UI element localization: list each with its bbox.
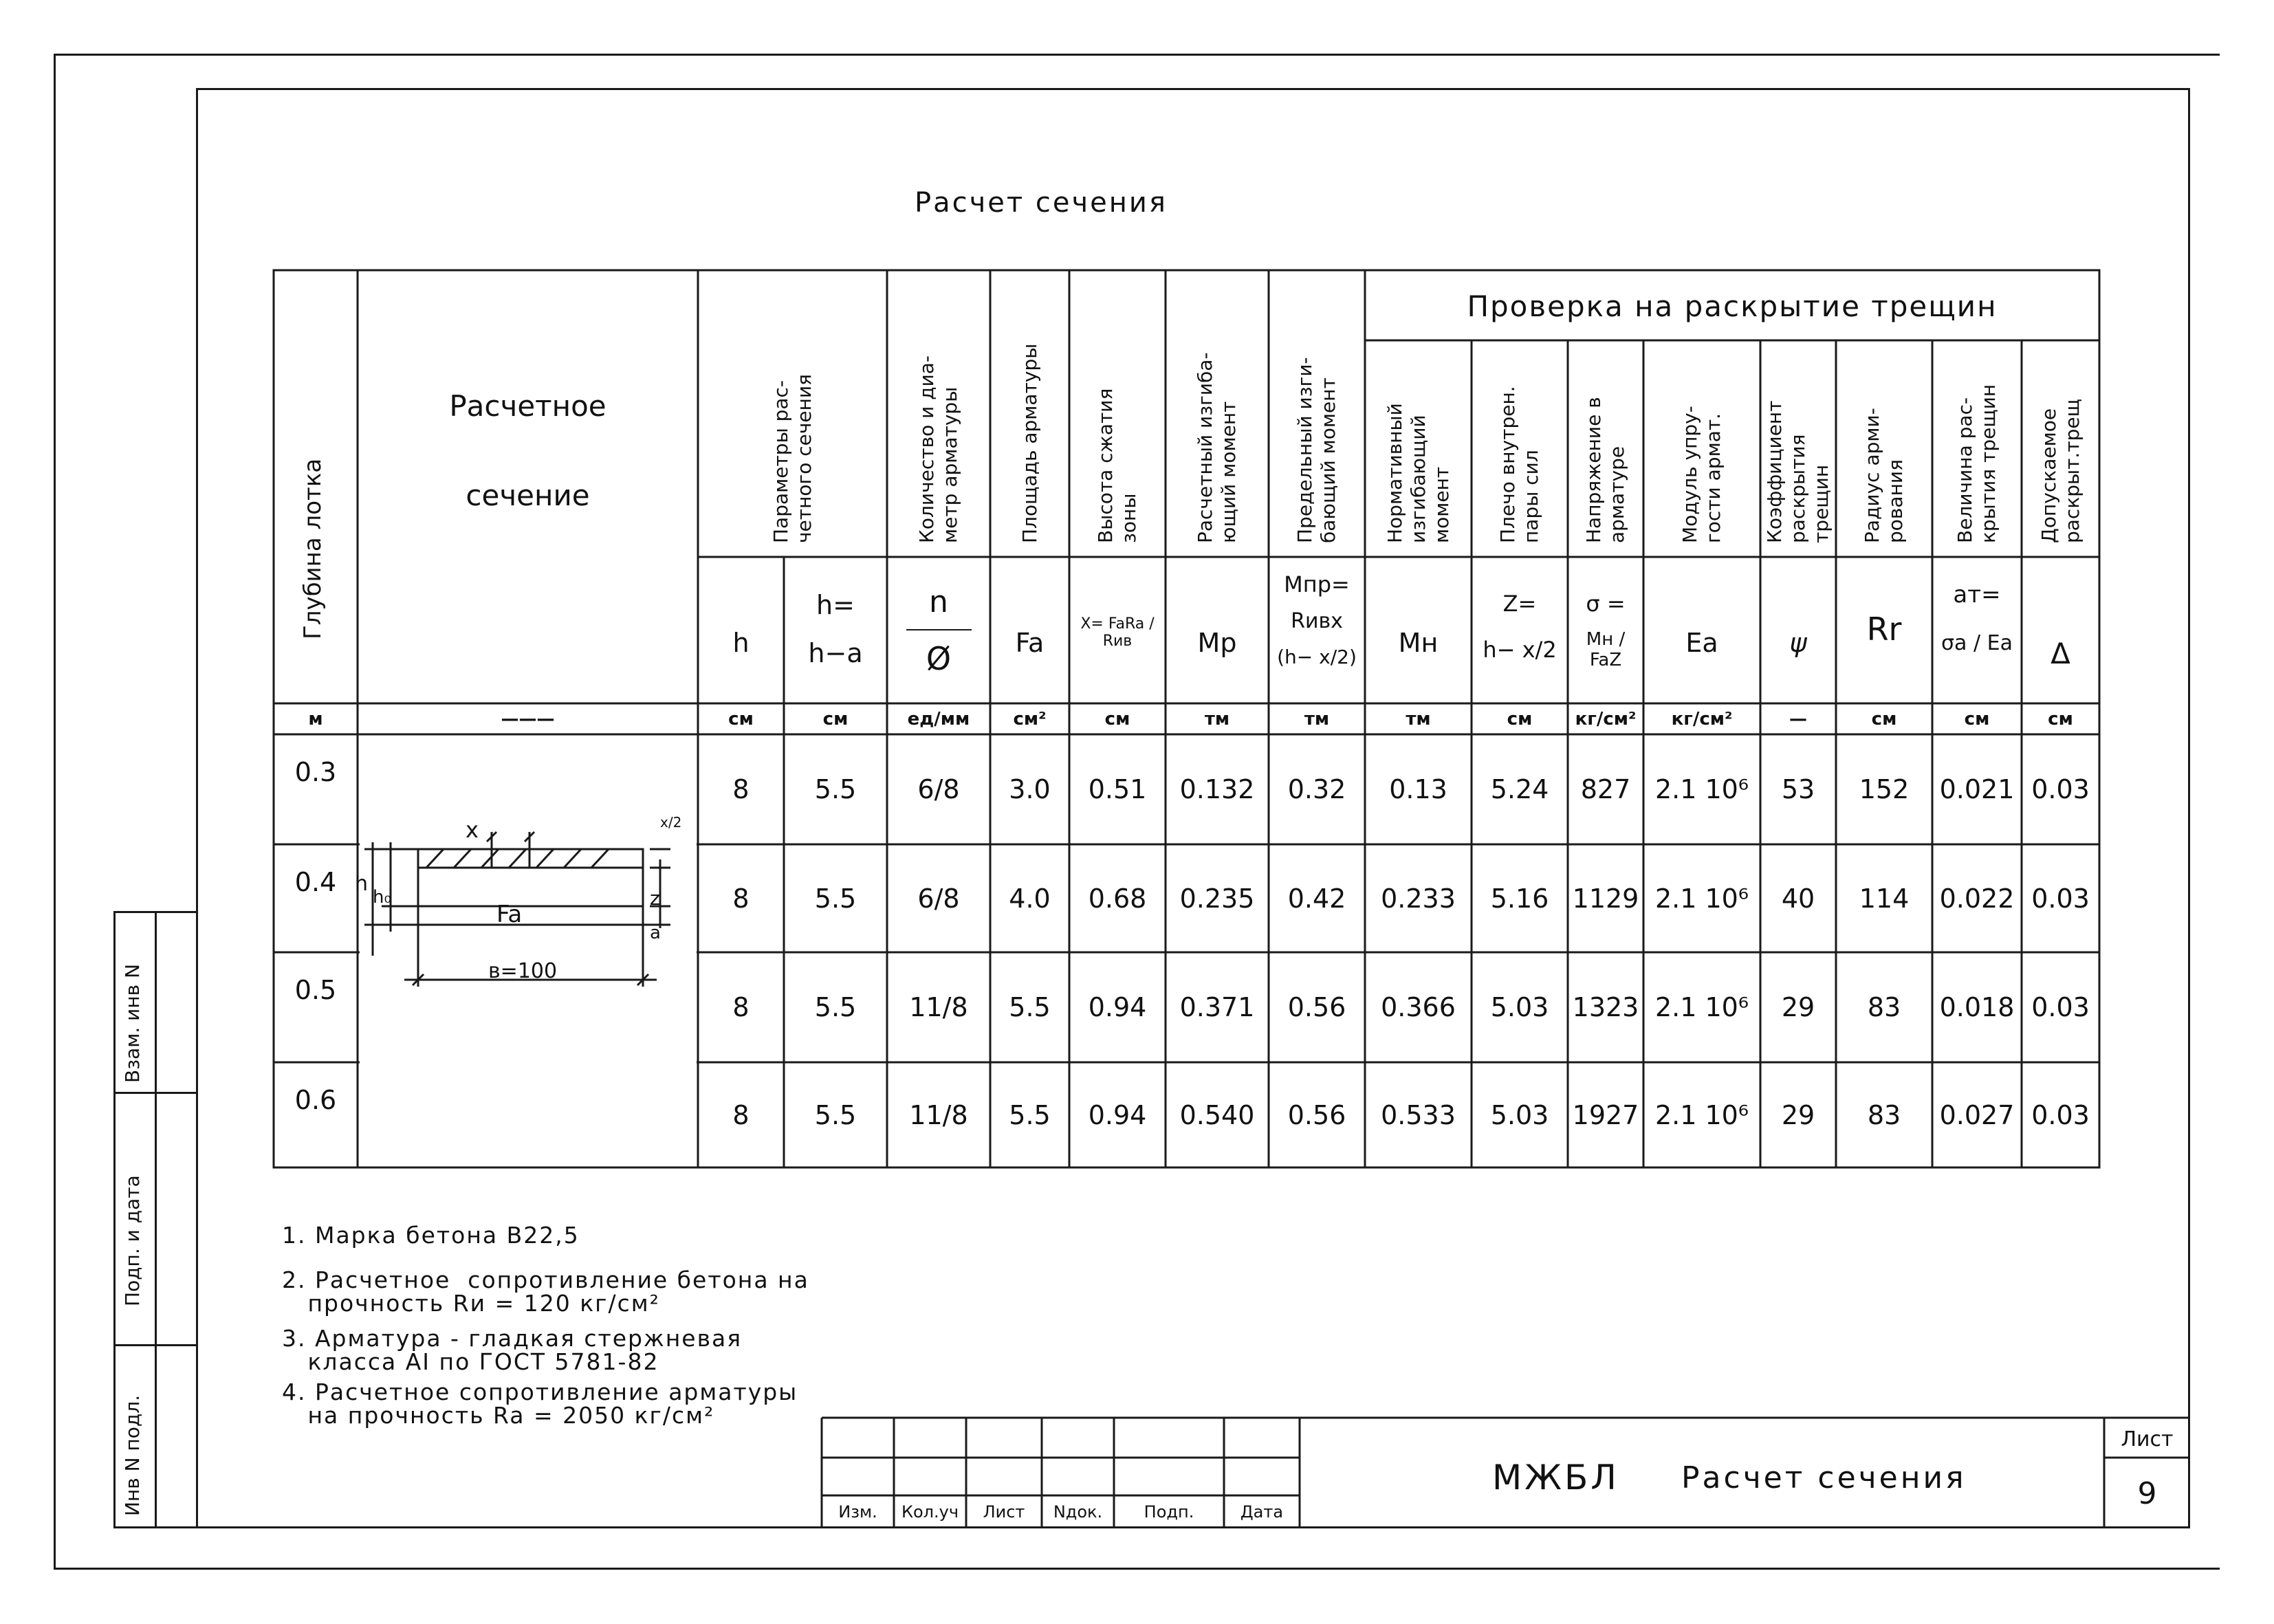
table-cell: 29 [1781, 1099, 1815, 1130]
header-col-7-line-1: пары сил [1520, 450, 1542, 543]
diagram-x: x [466, 817, 479, 843]
sym-mp: Mp [1197, 628, 1237, 658]
header-col-5-line-1: бающий момент [1317, 377, 1340, 543]
table-cell: 0.94 [1088, 992, 1147, 1022]
table-cell: 0.540 [1179, 1099, 1255, 1130]
table-cell: 114 [1859, 883, 1910, 914]
header-col-13-line-1: раскрыт.трещ [2060, 398, 2084, 543]
table-cell: 827 [1580, 774, 1631, 804]
table-cell: 0.56 [1287, 992, 1346, 1022]
table-cell: 83 [1867, 992, 1901, 1022]
table-cell: 11/8 [909, 992, 968, 1022]
header-col-3-line-0: Высота сжатия [1094, 388, 1117, 543]
table-cell: 5.24 [1490, 774, 1549, 804]
unit-cell: тм [1304, 709, 1330, 729]
table-cell: 0.03 [2031, 1099, 2090, 1130]
table-cell: 0.235 [1179, 883, 1255, 914]
table-cell: 8 [732, 1099, 750, 1130]
table-cell: 2.1 10⁶ [1654, 1099, 1749, 1130]
table-cell: 5.5 [1009, 1099, 1051, 1130]
header-col-11-line-0: Радиус арми- [1861, 408, 1883, 543]
sym-fa: Fa [1015, 628, 1045, 658]
sym-h0-top: h= [816, 590, 855, 620]
table-cell: 2.1 10⁶ [1654, 883, 1749, 914]
note-1: 1. Марка бетона В22,5 [282, 1222, 580, 1249]
sym-delta: Δ [2051, 636, 2070, 670]
header-col-11-line-1: рования [1884, 459, 1907, 543]
header-col-1-line-1: метр арматуры [939, 386, 961, 543]
sym-h0-bottom: h−a [808, 638, 863, 668]
table-cell: 5.03 [1490, 1099, 1549, 1130]
stamp-sheet-number: 9 [2137, 1476, 2157, 1511]
sym-mpr-2: Rивх [1291, 608, 1343, 633]
table-cell: 53 [1781, 774, 1815, 804]
header-col-4-line-1: ющий момент [1217, 401, 1240, 543]
table-cell: 5.5 [814, 1099, 857, 1130]
table-cell: 1323 [1572, 992, 1639, 1022]
stamp-col-label: Подп. [1144, 1502, 1194, 1522]
page-title: Расчет сечения [915, 187, 1168, 219]
table-cell: 0.021 [1939, 774, 2015, 804]
unit-cell: см [822, 709, 849, 729]
table-cell: 5.5 [1009, 992, 1051, 1022]
unit-cell: — [1789, 709, 1807, 729]
sym-mn: Mн [1398, 628, 1439, 658]
table-cell: 40 [1781, 883, 1815, 914]
diagram-h0: h₀ [373, 887, 391, 908]
note-2: 2. Расчетное сопротивление бетона на прочность Rи = 120 кг/см² [282, 1266, 809, 1317]
diagram-x2: x/2 [660, 814, 682, 831]
group-header: Проверка на раскрытие трещин [1467, 289, 1998, 323]
header-section-1: Расчетное [449, 388, 606, 423]
table-cell: 0.371 [1179, 992, 1255, 1022]
depth-cell: 0.4 [294, 867, 337, 897]
table-cell: 8 [732, 774, 750, 804]
unit-cell: см² [1013, 709, 1047, 729]
side-label-inventory: Инв N подл. [121, 1394, 144, 1516]
unit-cell: см [1964, 709, 1990, 729]
table-cell: 8 [732, 883, 750, 914]
table-cell: 5.16 [1490, 883, 1549, 914]
table-cell: 0.03 [2031, 774, 2090, 804]
diagram-a: a [650, 923, 661, 943]
table-cell: 5.5 [814, 992, 857, 1022]
sym-h: h [732, 628, 750, 658]
table-cell: 0.03 [2031, 992, 2090, 1022]
header-col-8-line-1: арматуре [1606, 446, 1628, 543]
unit-cell: см [1507, 709, 1533, 729]
table-cell: 1927 [1572, 1099, 1639, 1130]
table-cell: 2.1 10⁶ [1654, 992, 1749, 1022]
header-col-4-line-0: Расчетный изгиба- [1194, 352, 1216, 543]
table-cell: 0.366 [1381, 992, 1456, 1022]
unit-cell: м [308, 709, 323, 729]
table-cell: 0.56 [1287, 1099, 1346, 1130]
unit-cell: кг/см² [1575, 709, 1637, 729]
table-cell: 0.132 [1179, 774, 1255, 804]
stamp-code: МЖБЛ [1492, 1458, 1619, 1497]
table-cell: 0.533 [1381, 1099, 1456, 1130]
sym-mpr-3: (h− x/2) [1277, 645, 1357, 668]
table-cell: 1129 [1572, 883, 1639, 914]
header-col-7-line-0: Плечо внутрен. [1496, 386, 1519, 543]
side-label-sign-date: Подп. и дата [121, 1175, 144, 1306]
table-cell: 6/8 [917, 883, 960, 914]
depth-cell: 0.3 [294, 757, 337, 787]
header-col-5-line-0: Предельный изги- [1293, 357, 1316, 543]
header-col-10-line-0: Коэффициент [1763, 400, 1786, 543]
unit-cell: тм [1204, 709, 1230, 729]
header-col-6-line-1: изгибающий [1406, 415, 1430, 543]
header-col-8-line-0: Напряжение в [1582, 397, 1605, 543]
diagram-fa: Fa [496, 901, 523, 928]
unit-cell: см [728, 709, 754, 729]
header-col-9-line-0: Модуль упру- [1679, 406, 1701, 543]
header-col-12-line-0: Величина рас- [1954, 397, 1976, 543]
table-cell: 0.13 [1389, 774, 1447, 804]
sym-n-top: n [929, 584, 948, 619]
table-cell: 5.5 [814, 774, 857, 804]
sym-at-bottom: σa / Ea [1941, 630, 2013, 655]
header-depth: Глубина лотка [299, 458, 327, 639]
header-col-9-line-1: гости армат. [1702, 413, 1725, 543]
unit-cell: см [1871, 709, 1897, 729]
header-col-2-line-0: Площадь арматуры [1018, 343, 1041, 543]
unit-cell: ——— [501, 709, 555, 729]
header-section-2: сечение [466, 478, 590, 512]
table-cell: 83 [1867, 1099, 1901, 1130]
sym-rr: Rr [1866, 611, 1902, 648]
header-col-13-line-0: Допускаемое [2037, 408, 2060, 543]
header-col-6-line-2: момент [1430, 466, 1453, 543]
stamp-col-label: Лист [983, 1502, 1025, 1522]
header-col-0-line-1: четного сечения [792, 374, 816, 543]
note-3: 3. Арматура - гладкая стержневая класса AI по ГОСТ 5781-82 [282, 1325, 743, 1375]
table-cell: 2.1 10⁶ [1654, 774, 1749, 804]
diagram-h: h [355, 872, 369, 896]
table-cell: 5.5 [814, 883, 857, 914]
sym-ea: Ea [1685, 628, 1718, 658]
table-cell: 0.03 [2031, 883, 2090, 914]
table-cell: 152 [1859, 774, 1910, 804]
table-cell: 8 [732, 992, 750, 1022]
diagram-z: z [650, 887, 660, 910]
table-cell: 29 [1781, 992, 1815, 1022]
stamp-col-label: Дата [1240, 1502, 1284, 1522]
stamp-sheet-label: Лист [2121, 1427, 2174, 1451]
unit-cell: см [1104, 709, 1130, 729]
sym-psi: ψ [1789, 628, 1807, 658]
header-col-10-line-2: трещин [1810, 464, 1833, 543]
table-cell: 0.022 [1939, 883, 2015, 914]
table-cell: 0.68 [1088, 883, 1147, 914]
header-col-1-line-0: Количество и диа- [915, 355, 938, 543]
table-cell: 0.027 [1939, 1099, 2015, 1130]
diagram-width: в=100 [488, 959, 558, 983]
table-cell: 5.03 [1490, 992, 1549, 1022]
table-cell: 0.51 [1088, 774, 1147, 804]
note-4: 4. Расчетное сопротивление арматуры на прочность Ra = 2050 кг/см² [282, 1379, 798, 1429]
sym-mpr-1: Mпр= [1284, 571, 1350, 597]
table-cell: 0.32 [1287, 774, 1346, 804]
header-col-12-line-1: крытия трещин [1977, 384, 2000, 543]
sym-sigma-top: σ = [1586, 590, 1626, 617]
table-cell: 0.233 [1381, 883, 1456, 914]
table-cell: 3.0 [1009, 774, 1051, 804]
header-col-0-line-0: Параметры рас- [769, 380, 792, 543]
stamp-col-label: Кол.уч [901, 1502, 959, 1522]
table-cell: 0.94 [1088, 1099, 1147, 1130]
sym-z-bottom: h− x/2 [1483, 637, 1557, 663]
table-cell: 0.018 [1939, 992, 2015, 1022]
table-cell: 6/8 [917, 774, 960, 804]
stamp-col-label: Nдок. [1053, 1502, 1103, 1522]
unit-cell: см [2048, 709, 2073, 729]
header-col-3-line-1: зоны [1117, 493, 1140, 543]
sym-n-bottom: Ø [926, 639, 952, 677]
sym-at-top: aт= [1953, 581, 2001, 608]
table-cell: 11/8 [909, 1099, 968, 1130]
sym-x: X= FaRa / Rив [1080, 615, 1155, 650]
depth-cell: 0.5 [294, 975, 337, 1005]
sym-z-top: Z= [1502, 590, 1537, 617]
depth-cell: 0.6 [294, 1085, 337, 1115]
table-cell: 4.0 [1009, 883, 1051, 914]
unit-cell: ед/мм [907, 709, 970, 729]
side-label-replace: Взам. инв N [121, 963, 144, 1083]
unit-cell: тм [1406, 709, 1431, 729]
stamp-col-label: Изм. [838, 1502, 877, 1522]
stamp-title: Расчет сечения [1681, 1460, 1967, 1495]
sym-sigma-bottom: Mн / FaZ [1586, 629, 1626, 670]
header-col-10-line-1: раскрытия [1786, 434, 1809, 543]
header-col-6-line-0: Нормативный [1383, 403, 1406, 543]
table-cell: 0.42 [1287, 883, 1346, 914]
unit-cell: кг/см² [1671, 709, 1733, 729]
